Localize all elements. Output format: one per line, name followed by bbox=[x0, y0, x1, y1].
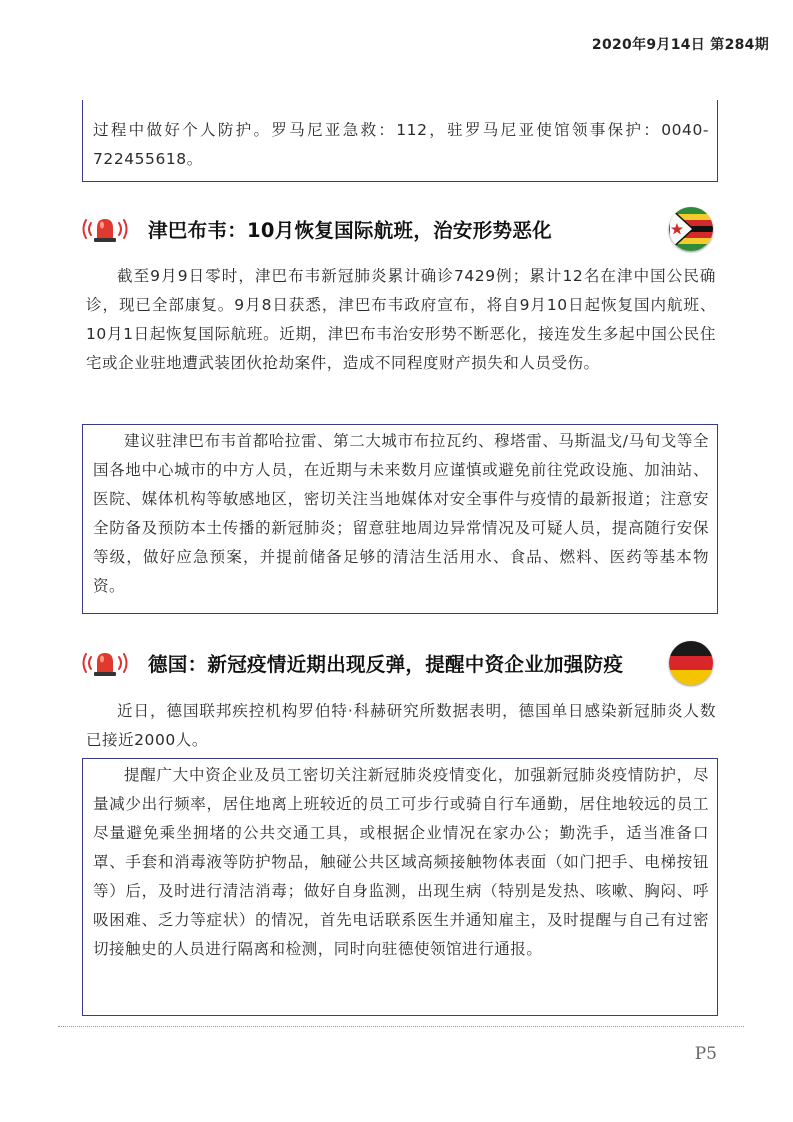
section-heading-germany bbox=[82, 643, 722, 683]
zimbabwe-flag bbox=[669, 207, 713, 251]
page-number: P5 bbox=[694, 1044, 717, 1064]
advice-box bbox=[82, 424, 718, 614]
advice-text: 建议驻津巴布韦首都哈拉雷、第二大城市布拉瓦约、穆塔雷、马斯温戈/马旬戈等全国各地中心城市的中方人员，在近期与未来数月应谨慎或避免前往党政设施、加油站、医院、媒体机构等敏感地区，密切关注当地媒体对安全事件与疫情的最新报道；注意安全防备及预防本土传播的新冠肺炎；留意驻地周边异常情况及可疑人员，提高随行安保等级，做好应急预案，并提前储备足够的清洁生活用水、食品、燃料、医药等基本物资。 bbox=[93, 432, 709, 595]
section-heading-zimbabwe bbox=[82, 209, 722, 249]
alarm-bell-icon bbox=[82, 648, 128, 678]
section-body: 截至9月9日零时，津巴布韦新冠肺炎累计确诊7429例；累计12名在津中国公民确诊，现已全部康复。9月8日获悉，津巴布韦政府宣布，将自9月10日起恢复国内航班、10月1日起恢复国际航班。近期，津巴布韦治安形势不断恶化，接连发生多起中国公民住宅或企业驻地遭武装团伙抢劫案件，造成不同程度财产损失和人员受伤。 bbox=[86, 267, 716, 372]
issue-date: 2020年9月14日 第284期 bbox=[591, 37, 769, 53]
section-title: 津巴布韦：10月恢复国际航班，治安形势恶化 bbox=[148, 219, 552, 242]
section-body: 近日，德国联邦疾控机构罗伯特·科赫研究所数据表明，德国单日感染新冠肺炎人数已接近2000人。 bbox=[86, 702, 716, 749]
section-title: 德国：新冠疫情近期出现反弹，提醒中资企业加强防疫 bbox=[148, 653, 624, 676]
advice-text: 过程中做好个人防护。罗马尼亚急救：112，驻罗马尼亚使馆领事保护：0040-722455618。 bbox=[93, 121, 709, 168]
alarm-bell-icon bbox=[82, 214, 128, 244]
advice-box-continued bbox=[82, 100, 718, 182]
advice-box bbox=[82, 758, 718, 1016]
advice-text: 提醒广大中资企业及员工密切关注新冠肺炎疫情变化，加强新冠肺炎疫情防护，尽量减少出行频率，居住地离上班较近的员工可步行或骑自行车通勤，居住地较远的员工尽量避免乘坐拥堵的公共交通工具，或根据企业情况在家办公；勤洗手，适当准备口罩、手套和消毒液等防护物品，触碰公共区域高频接触物体表面（如门把手、电梯按钮等）后，及时进行清洁消毒；做好自身监测，出现生病（特别是发热、咳嗽、胸闷、呼吸困难、乏力等症状）的情况，首先电话联系医生并通知雇主，及时提醒与自己有过密切接触史的人员进行隔离和检测，同时向驻德使领馆进行通报。 bbox=[93, 766, 709, 958]
germany-flag bbox=[669, 641, 713, 685]
footer-divider bbox=[58, 1026, 744, 1027]
